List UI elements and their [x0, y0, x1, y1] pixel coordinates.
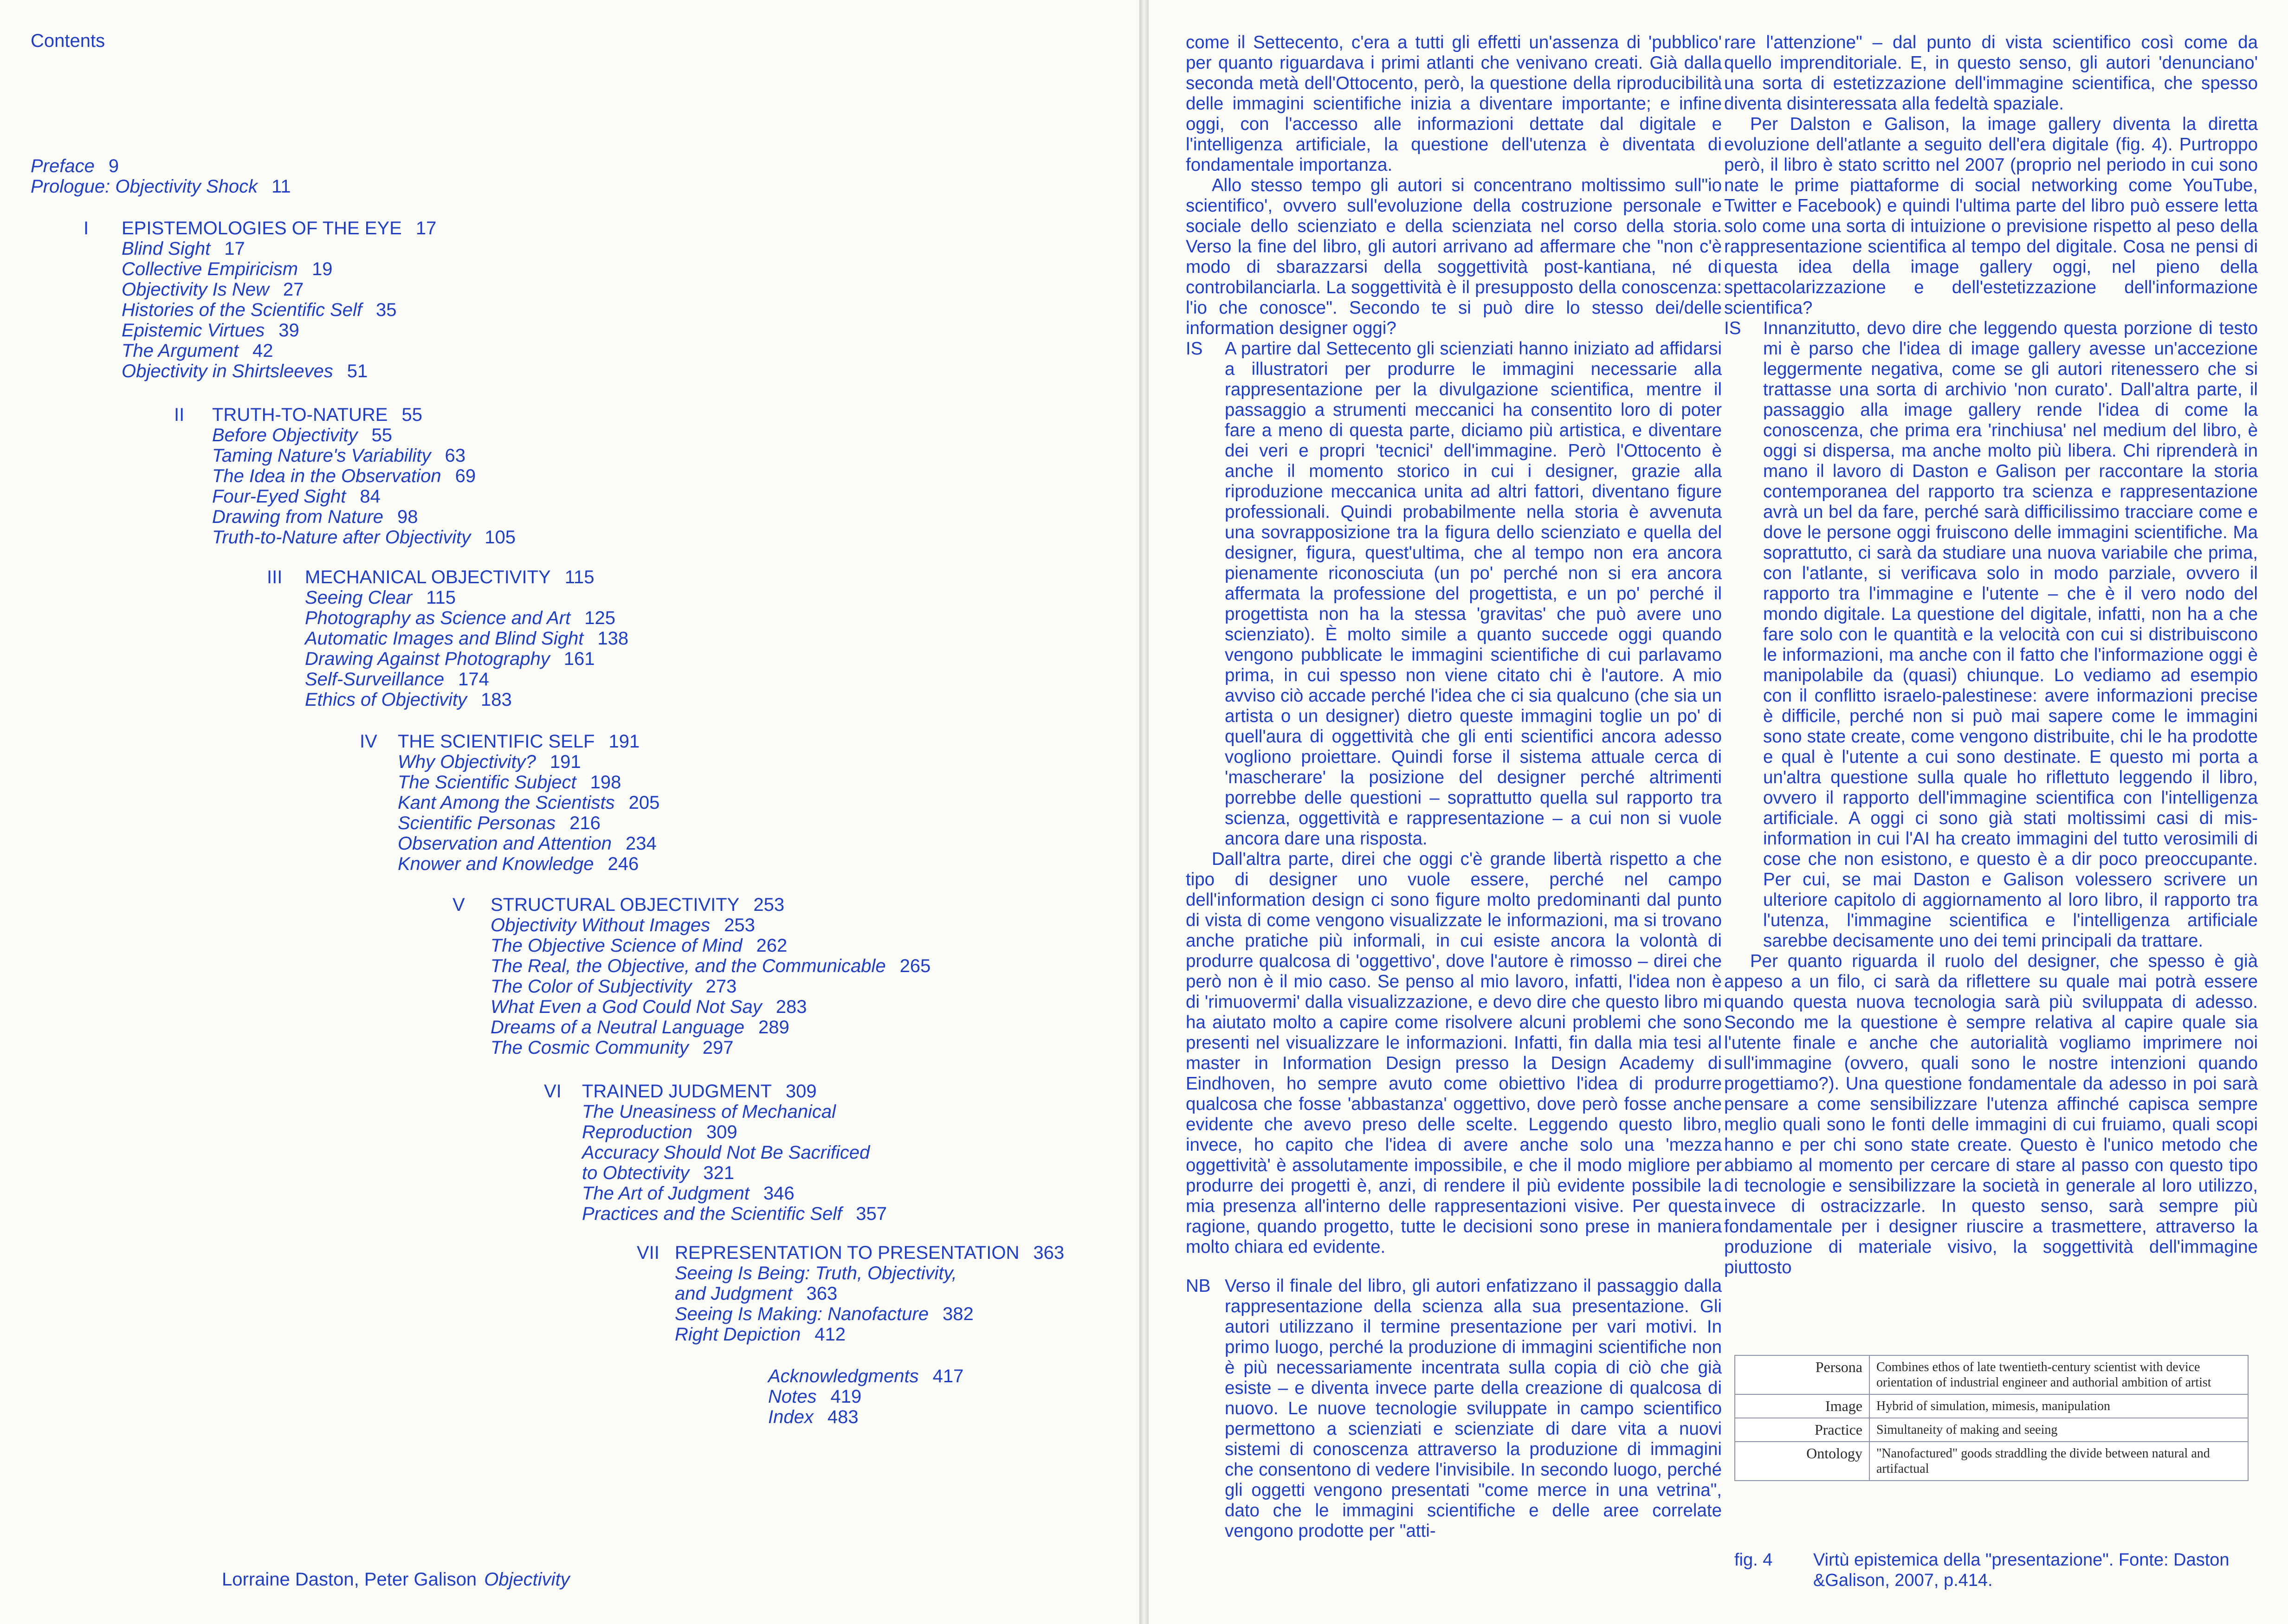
figure-table-row	[1735, 1394, 2248, 1418]
toc-section-entry: The Argument 42	[122, 341, 273, 361]
paragraph: rare l'attenzione" – dal punto di vista scientifico così come da quello imprenditoriale. E, in questo senso, gli autori 'denunciano' una sorta di estetizzazione dell'immagine scientifica, che spesso diventa disinteressata alla fedeltà spaziale.	[1724, 32, 2258, 114]
chapter-numeral: III	[267, 567, 283, 587]
toc-chapter-title: TRUTH-TO-NATURE 55	[212, 405, 422, 425]
toc-section-entry: Kant Among the Scientists 205	[398, 793, 660, 813]
figure-row-value: Simultaneity of making and seeing	[1869, 1418, 2248, 1442]
toc-back-entry: Index 483	[768, 1407, 859, 1427]
toc-section-entry: Epistemic Virtues 39	[122, 320, 299, 341]
toc-section-entry: The Idea in the Observation 69	[212, 466, 476, 486]
toc-chapter-title: EPISTEMOLOGIES OF THE EYE 17	[122, 218, 437, 238]
figure-row-value: "Nanofactured" goods straddling the divide between natural and artifactual	[1869, 1442, 2248, 1481]
authors: Lorraine Daston, Peter Galison	[222, 1569, 477, 1590]
toc-section-entry: Drawing from Nature 98	[212, 507, 418, 527]
text-column-1	[1186, 32, 1722, 1541]
toc-section-entry: Self-Surveillance 174	[305, 669, 489, 690]
toc-section-entry: The Objective Science of Mind 262	[491, 935, 788, 956]
figure-row-key: Practice	[1735, 1418, 1869, 1442]
paragraph: Allo stesso tempo gli autori si concentrano moltissimo sull"io scientifico', ovvero sull'evoluzione della costruzione personale e sociale dello scienziato e della scienziata nel corso della storia. Verso la fine del libro, gli autori arrivano ad affermare che "non c'è modo di sbarazzarsi della soggettività post-kantiana, né di controbilanciarla. La soggettività è il presupposto della conoscenza: l'io che conosce". Secondo te si può dire lo stesso dei/delle information designer oggi?	[1186, 175, 1722, 338]
text-column-2	[1724, 32, 2258, 1278]
answer-paragraph: IS A partire dal Settecento gli scienziati hanno iniziato ad affidarsi a illustratori per produrre le immagini necessarie alla rappresentazione per la divulgazione scientifica, mentre il passaggio a strumenti meccanici ha consentito loro di poter fare a meno di questa parte, diciamo più artistica, e diventare dei veri e propri 'tecnici' dell'immagine. Però l'Ottocento è anche il momento storico in cui i designer, grazie alla riproduzione meccanica unita ad altri fattori, diventano figure professionali. Quindi probabilmente nella storia è avvenuta una sovrapposizione tra la figura dello scienziato e quella del designer, figura, quest'ultima, che al tempo non era ancora pienamente riconosciuta (un po' perché non si era ancora affermata la professione del progettista, e un po' perché il progettista non ha la stessa 'gravitas' che può avere uno scienziato). È molto simile a quanto succede oggi quando vengono pubblicate le immagini scientifiche di cui parlavamo prima, in cui spesso non viene citato chi è l'autore. A mio avviso ciò accade perché l'idea che ci sia qualcuno (che sia un artista o un designer) dietro queste immagini toglie un po' di quell'aura di oggettività che gli enti scientifici ancora adesso vogliono proiettare. Quindi forse il sistema attuale cerca di 'mascherare' la posizione del designer perché altrimenti porrebbe delle questioni – soprattutto quella sul rapporto tra scienza, oggettività e rappresentazione – a cui non si vuole ancora dare una risposta.	[1186, 339, 1722, 849]
toc-section-entry: Seeing Is Being: Truth, Objectivity,	[675, 1263, 957, 1283]
toc-section-entry: Drawing Against Photography 161	[305, 649, 595, 669]
toc-section-entry: Accuracy Should Not Be Sacrificed	[582, 1142, 870, 1163]
toc-section-entry: Knower and Knowledge 246	[398, 854, 639, 874]
figure-row-key: Image	[1735, 1394, 1869, 1418]
toc-section-entry: Practices and the Scientific Self 357	[582, 1204, 887, 1224]
chapter-numeral: I	[84, 218, 89, 238]
chapter-numeral: VI	[544, 1081, 562, 1102]
figure-caption	[1734, 1550, 2245, 1591]
book-credits	[222, 1569, 570, 1590]
chapter-numeral: II	[174, 405, 185, 425]
toc-section-entry: Dreams of a Neutral Language 289	[491, 1017, 789, 1038]
figure-table-row	[1735, 1442, 2248, 1481]
figure-row-value: Combines ethos of late twentieth-century scientist with device orientation of industrial engineer and authorial ambition of artist	[1869, 1355, 2248, 1394]
speaker-label: NB	[1186, 1276, 1211, 1296]
toc-chapter-title: STRUCTURAL OBJECTIVITY 253	[491, 895, 785, 915]
toc-back-entry: Acknowledgments 417	[768, 1366, 964, 1386]
toc-section-entry: The Scientific Subject 198	[398, 772, 621, 793]
toc-chapter-title: MECHANICAL OBJECTIVITY 115	[305, 567, 595, 587]
paragraph: Per quanto riguarda il ruolo del designer, che spesso è già appeso a un filo, ci sarà da riflettere su quale mai potrà essere quando questa nuova tecnologia sarà più sviluppata di adesso. Secondo me la questione è sempre relativa al capire quale sia l'utente finale e anche che autorialità vogliamo imprimere noi sull'immagine (ovvero, quali sono le nostre intenzioni quando progettiamo?). Una questione fondamentale da adesso in poi sarà pensare a come sensibilizzare l'utenza affinché capisca sempre meglio quali sono le fonti delle immagini di cui fruiamo, quali scopi hanno e per chi sono state create. Questo è l'unico metodo che abbiamo al momento per cercare di stare al passo con questo tipo di tecnologie e sensibilizzare la società in generale al loro utilizzo, invece di ostracizzarle. In questo senso, sarà sempre più fondamentale per i designer riuscire a trasmettere, attraverso la produzione di materiale visivo, la soggettività dell'immagine piuttosto	[1724, 951, 2258, 1277]
paragraph: come il Settecento, c'era a tutti gli effetti un'assenza di 'pubblico' per quanto riguardava i primi atlanti che venivano creati. Già dalla seconda metà dell'Ottocento, però, la questione della riproducibilità delle immagini scientifiche inizia a diventare importante; e infine oggi, con l'accesso alle informazioni dettate dal digitale e l'intelligenza artificiale, la questione dell'utenza è diventata di fondamentale importanza.	[1186, 32, 1722, 175]
chapter-numeral: VII	[637, 1243, 659, 1263]
toc-section-entry: Taming Nature's Variability 63	[212, 445, 466, 466]
toc-section-entry: Blind Sight 17	[122, 238, 245, 259]
right-page-interview	[1149, 0, 2288, 1624]
toc-chapter-title: THE SCIENTIFIC SELF 191	[398, 731, 640, 752]
paragraph: Dall'altra parte, direi che oggi c'è grande libertà rispetto a che tipo di designer uno vuole essere, perché nel campo dell'information design ci sono figure molto predominanti dal punto di vista di come vengono visualizzate le informazioni, ma si trovano anche pratiche più informali, in cui esiste ancora la volontà di produrre qualcosa di 'oggettivo', dove l'autore è rimosso – direi che però non è il mio caso. Se penso al mio lavoro, infatti, l'idea non è di 'rimuovermi' dalla visualizzazione, e devo dire che questo libro mi ha aiutato molto a capire come risolvere alcuni problemi che sono presenti nel visualizzare le informazioni. Infatti, fin dalla mia tesi al master in Information Design presso la Design Academy di Eindhoven, ho sempre avuto come obiettivo l'idea di produrre qualcosa che fosse 'abbastanza' oggettivo, dove però fosse anche evidente che avevo preso delle scelte. Leggendo questo libro, invece, ho capito che l'idea di avere anche solo una 'mezza oggettività' è assolutamente impossibile, e che il modo migliore per produrre dei progetti è, anzi, di rendere il più evidente possibile la mia presenza all'interno delle rappresentazioni visive. Per questa ragione, quando progetto, tutte le decisioni sono prese in maniera molto chiara ed evidente.	[1186, 849, 1722, 1257]
toc-front-entry: Prologue: Objectivity Shock 11	[31, 176, 291, 197]
toc-section-entry: Collective Empiricism 19	[122, 259, 333, 279]
toc-chapter-title: REPRESENTATION TO PRESENTATION 363	[675, 1243, 1065, 1263]
toc-section-entry: to Obtectivity 321	[582, 1163, 734, 1183]
figure-table-row	[1735, 1355, 2248, 1394]
book-gutter	[1139, 0, 1149, 1624]
book-title: Objectivity	[484, 1569, 570, 1590]
toc-section-entry: Before Objectivity 55	[212, 425, 392, 445]
toc-section-entry: Seeing Clear 115	[305, 587, 456, 608]
figure-caption-text: Virtù epistemica della "presentazione". Fonte: Daston &Galison, 2007, p.414.	[1813, 1550, 2230, 1590]
toc-section-entry: Objectivity in Shirtsleeves 51	[122, 361, 368, 381]
figure-table	[1734, 1355, 2249, 1481]
left-page-contents	[0, 0, 1139, 1624]
toc-section-entry: Objectivity Without Images 253	[491, 915, 755, 935]
toc-back-entry: Notes 419	[768, 1386, 862, 1407]
toc-section-entry: Photography as Science and Art 125	[305, 608, 615, 628]
toc-section-entry: Reproduction 309	[582, 1122, 737, 1142]
toc-section-entry: The Color of Subjectivity 273	[491, 976, 737, 997]
toc-section-entry: Histories of the Scientific Self 35	[122, 300, 397, 320]
toc-section-entry: and Judgment 363	[675, 1283, 838, 1304]
toc-section-entry: The Real, the Objective, and the Communicable 265	[491, 956, 931, 976]
toc-section-entry: Seeing Is Making: Nanofacture 382	[675, 1304, 974, 1324]
figure-label: fig. 4	[1734, 1550, 1773, 1570]
toc-section-entry: Why Objectivity? 191	[398, 752, 581, 772]
toc-section-entry: Four-Eyed Sight 84	[212, 486, 381, 507]
speaker-label: IS	[1186, 339, 1203, 359]
figure-row-key: Ontology	[1735, 1442, 1869, 1481]
toc-section-entry: Automatic Images and Blind Sight 138	[305, 628, 629, 649]
toc-section-entry: Right Depiction 412	[675, 1324, 846, 1345]
toc-front-entry: Preface 9	[31, 156, 119, 176]
answer-paragraph: IS Innanzitutto, devo dire che leggendo questa porzione di testo mi è parso che l'idea di image gallery avesse un'accezione leggermente negativa, come se gli autori ritenessero che si trattasse una sorta di archivio 'non curato'. Dall'altra parte, il passaggio alla image gallery rende l'idea di come la conoscenza, che prima era 'rinchiusa' nel medium del libro, è oggi si dispersa, ma anche molto più libera. Chi riprenderà in mano il lavoro di Daston e Galison per raccontare la storia contemporanea del rapporto tra scienza e rappresentazione avrà un bel da fare, perché sarà difficilissimo tracciare come e dove le persone oggi fruiscono delle immagini scientifiche. Ma soprattutto, ci sarà da studiare una nuova variabile che prima, con l'atlante, si verificava solo in modo parziale, ovvero il rapporto tra l'immagine e l'utente – che è il vero nodo del mondo digitale. La questione del digitale, infatti, non ha a che fare solo con le quantità e la velocità con cui si distribuiscono le informazioni, ma anche con il fatto che l'informazione oggi è manipolabile da (quasi) chiunque. Lo vediamo ad esempio con il conflitto israelo-palestinese: avere informazioni precise è difficile, perché non si può mai sapere come le immagini sono state create, come vengono distribuite, chi le ha prodotte e qual è l'utente a cui sono destinate. E questo mi porta a un'altra questione sulla quale ho riflettuto leggendo il libro, ovvero il rapporto dell'immagine scientifica con l'intelligenza artificiale. A oggi ci sono già stati moltissimi casi di mis-information in cui l'AI ha creato immagini del tutto verosimili di cose che non esistono, e questo è a dir poco preoccupante. Per cui, se mai Daston e Galison volessero scrivere un ulteriore capitolo di aggiornamento al loro libro, il rapporto tra l'utenza, l'immagine scientifica e l'intelligenza artificiale sarebbe decisamente uno dei temi principali da trattare.	[1724, 318, 2258, 951]
toc-section-entry: The Uneasiness of Mechanical	[582, 1102, 836, 1122]
question-paragraph: NB Verso il finale del libro, gli autori enfatizzano il passaggio dalla rappresentazione della scienza alla sua presentazione. Gli autori utilizzano il termine presentazione per vari motivi. In primo luogo, perché la produzione di immagini scientifiche non è più necessariamente incentrata sulla copia di ciò che già esiste – e diventa invece parte della creazione di qualcosa di nuovo. Le nuove tecnologie sviluppate in campo scientifico permettono a scienziati e scienziate di dare vita a nuovi sistemi di conoscenza attraverso la produzione di immagini che consentono di vedere l'invisibile. In secondo luogo, perché gli oggetti vengono presentati "come merce in una vetrina", dato che le immagini scientifiche e delle aree correlate vengono prodotte per "atti-	[1186, 1276, 1722, 1541]
toc-section-entry: Observation and Attention 234	[398, 833, 657, 854]
chapter-numeral: IV	[360, 731, 377, 752]
toc-section-entry: The Art of Judgment 346	[582, 1183, 795, 1204]
toc-section-entry: Scientific Personas 216	[398, 813, 601, 833]
figure-row-value: Hybrid of simulation, mimesis, manipulation	[1869, 1394, 2248, 1418]
toc-section-entry: Ethics of Objectivity 183	[305, 690, 512, 710]
toc-section-entry: Objectivity Is New 27	[122, 279, 304, 300]
toc-section-entry: What Even a God Could Not Say 283	[491, 997, 807, 1017]
figure-table-row	[1735, 1418, 2248, 1442]
speaker-label: IS	[1724, 318, 1741, 338]
toc-chapter-title: TRAINED JUDGMENT 309	[582, 1081, 817, 1102]
toc-section-entry: The Cosmic Community 297	[491, 1038, 734, 1058]
chapter-numeral: V	[452, 895, 465, 915]
paragraph: Per Dalston e Galison, la image gallery diventa la diretta evoluzione dell'atlante a seguito dell'era digitale (fig. 4). Purtroppo però, il libro è stato scritto nel 2007 (proprio nel periodo in cui sono nate le prime piattaforme di social networking come YouTube, Twitter e Facebook) e quindi l'ultima parte del libro può essere letta solo come una sorta di intuizione o previsione rispetto al peso della rappresentazione scientifica al tempo del digitale. Cosa ne pensi di questa idea della image gallery oggi, nel pieno della spettacolarizzazione e dell'estetizzazione dell'informazione scientifica?	[1724, 114, 2258, 318]
figure-row-key: Persona	[1735, 1355, 1869, 1394]
toc-section-entry: Truth-to-Nature after Objectivity 105	[212, 527, 516, 548]
contents-heading: Contents	[31, 31, 105, 51]
